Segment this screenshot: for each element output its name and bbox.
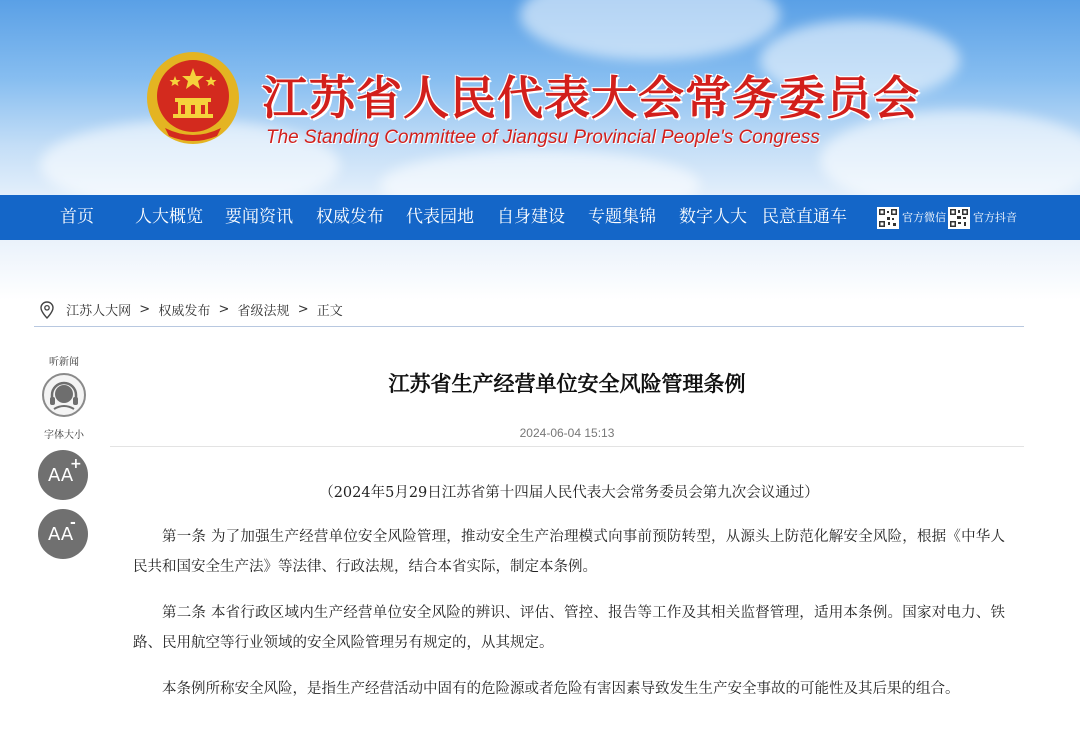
breadcrumb-item-home[interactable]: 江苏人大网: [66, 304, 132, 319]
nav-item-deputies[interactable]: 代表园地: [406, 207, 474, 227]
article-body: [133, 478, 1005, 720]
plus-icon: +: [70, 456, 82, 472]
font-increase-button[interactable]: [38, 450, 88, 500]
font-size-label: 字体大小: [29, 426, 99, 441]
article-date: 2024-06-04 15:13: [519, 426, 615, 440]
site-title: 江苏省人民代表大会常务委员会: [262, 71, 920, 125]
main-nav: [0, 195, 1080, 240]
breadcrumb-item-releases[interactable]: 权威发布: [158, 304, 211, 319]
breadcrumb: [40, 300, 343, 320]
header-banner: [0, 0, 1080, 195]
nav-item-overview[interactable]: 人大概览: [135, 207, 203, 227]
article-paragraph: 第二条 本省行政区域内生产经营单位安全风险的辨识、评估、管控、报告等工作及其相关监督管理，适用本条例。国家对电力、铁路、民用航空等行业领域的安全风险管理另有规定的，从其规定。: [133, 605, 1005, 651]
minus-icon: -: [70, 515, 76, 531]
listen-news-button[interactable]: [42, 373, 86, 417]
location-pin-icon: [40, 301, 54, 319]
cloud-decoration: [520, 0, 780, 60]
article-paragraph: 第一条 为了加强生产经营单位安全风险管理，推动安全生产治理模式向事前预防转型，从源头上防范化解安全风险，根据《中华人民共和国安全生产法》等法律、行政法规，结合本省实际，制定本条例。: [133, 529, 1005, 575]
nav-item-public-opinion[interactable]: 民意直通车: [762, 207, 847, 227]
breadcrumb-divider: [34, 326, 1024, 327]
cloud-decoration: [380, 150, 700, 195]
nav-item-digital[interactable]: 数字人大: [679, 207, 747, 227]
listen-news-label: 听新闻: [29, 353, 99, 368]
nav-item-topics[interactable]: 专题集锦: [588, 207, 656, 227]
font-decrease-button[interactable]: [38, 509, 88, 559]
nav-shadow: [0, 240, 1080, 300]
breadcrumb-separator: >: [218, 302, 230, 317]
national-emblem-icon: [145, 50, 241, 146]
wechat-qr-icon[interactable]: [877, 207, 899, 229]
aa-glyph: AA: [48, 524, 74, 545]
breadcrumb-item-regulations[interactable]: 省级法规: [237, 304, 290, 319]
nav-item-home[interactable]: 首页: [60, 207, 94, 227]
nav-item-self-building[interactable]: 自身建设: [497, 207, 565, 227]
article-title: 江苏省生产经营单位安全风险管理条例: [388, 372, 746, 396]
breadcrumb-separator: >: [139, 302, 151, 317]
site-subtitle: The Standing Committee of Jiangsu Provincial People's Congress: [266, 127, 820, 148]
adoption-note: （2024年5月29日江苏省第十四届人民代表大会常务委员会第九次会议通过）: [319, 485, 819, 501]
wechat-label[interactable]: 官方微信: [902, 211, 946, 224]
headphones-icon: [44, 375, 84, 415]
douyin-qr-icon[interactable]: [948, 207, 970, 229]
breadcrumb-separator: >: [297, 302, 309, 317]
article-paragraph: 本条例所称安全风险，是指生产经营活动中固有的危险源或者危险有害因素导致发生生产安全事故的可能性及其后果的组合。: [162, 681, 960, 697]
nav-item-releases[interactable]: 权威发布: [316, 207, 384, 227]
aa-glyph: AA: [48, 465, 74, 486]
douyin-label[interactable]: 官方抖音: [973, 211, 1017, 224]
breadcrumb-item-current: 正文: [316, 304, 343, 319]
nav-item-news[interactable]: 要闻资讯: [225, 207, 293, 227]
title-divider: [110, 446, 1024, 447]
